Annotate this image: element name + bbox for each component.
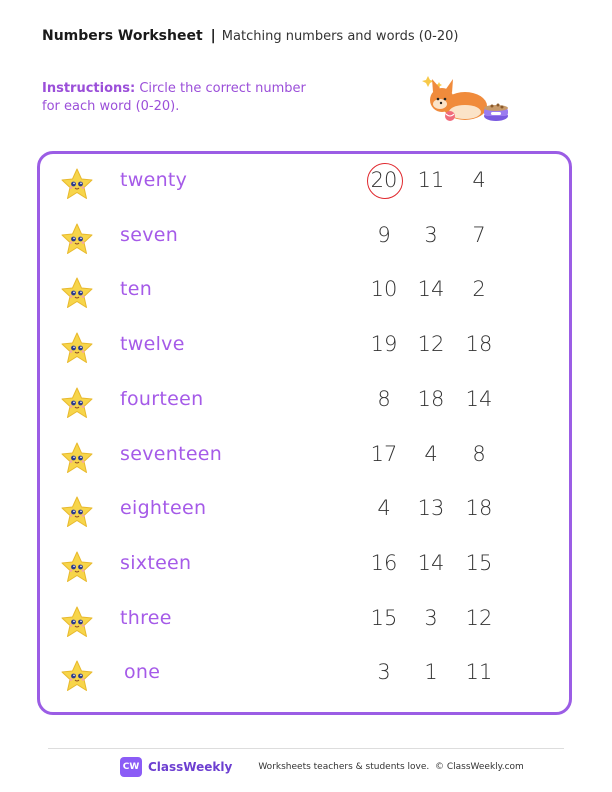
question-row <box>40 327 570 367</box>
question-row <box>40 218 570 258</box>
number-choice[interactable]: 4 <box>472 168 486 192</box>
smiling-star-icon <box>60 495 94 529</box>
number-word: one <box>124 661 161 684</box>
number-choice[interactable]: 18 <box>465 496 493 521</box>
number-word: fourteen <box>120 387 204 410</box>
copyright-text: © ClassWeekly.com <box>434 762 524 772</box>
question-row <box>40 655 570 695</box>
number-word: twenty <box>120 169 188 191</box>
number-choice[interactable]: 11 <box>465 660 493 685</box>
smiling-star-icon <box>60 550 94 584</box>
instructions-label: Instructions: <box>42 81 136 96</box>
number-choice[interactable]: 9 <box>377 222 391 247</box>
number-choice[interactable]: 3 <box>424 222 438 247</box>
brand-name: ClassWeekly <box>148 760 233 774</box>
classweekly-logo: CW <box>120 757 142 777</box>
question-row <box>40 382 570 422</box>
number-word: ten <box>120 278 153 301</box>
footer-divider <box>48 748 564 749</box>
number-choice[interactable]: 15 <box>465 550 493 575</box>
number-choice[interactable]: 12 <box>417 332 445 357</box>
number-choice[interactable]: 2 <box>472 277 486 302</box>
question-row <box>40 601 570 641</box>
footer-tagline <box>258 762 523 772</box>
number-choice[interactable]: 8 <box>377 386 391 411</box>
smiling-star-icon <box>60 659 94 693</box>
question-row <box>40 546 570 586</box>
instructions <box>42 80 322 116</box>
header-separator: | <box>210 28 216 44</box>
worksheet-header <box>42 28 458 44</box>
worksheet-subtitle: Matching numbers and words (0-20) <box>221 28 459 44</box>
worksheet-title: Numbers Worksheet <box>42 28 203 44</box>
number-choice[interactable]: 14 <box>417 550 445 575</box>
number-choice[interactable]: 19 <box>370 332 398 357</box>
number-word: three <box>120 606 172 629</box>
number-choice[interactable]: 18 <box>417 386 445 411</box>
number-word: sixteen <box>120 551 192 574</box>
question-row <box>40 163 570 203</box>
number-choice[interactable]: 1 <box>424 660 438 685</box>
number-choice[interactable]: 20 <box>370 168 398 192</box>
smiling-star-icon <box>60 331 94 365</box>
smiling-star-icon <box>60 276 94 310</box>
number-choice[interactable]: 14 <box>465 386 493 411</box>
number-word: seventeen <box>120 442 223 465</box>
corgi-dog-icon <box>420 74 512 126</box>
number-choice[interactable]: 4 <box>377 496 391 521</box>
question-row <box>40 272 570 312</box>
number-choice[interactable]: 16 <box>370 550 398 575</box>
number-word: twelve <box>120 333 185 356</box>
number-choice[interactable]: 11 <box>417 168 445 192</box>
smiling-star-icon <box>60 222 94 256</box>
number-choice[interactable]: 3 <box>377 660 391 685</box>
instructions-text: Circle the correct number for each word (0-20). <box>42 81 306 114</box>
number-choice[interactable]: 4 <box>424 441 438 466</box>
smiling-star-icon <box>60 441 94 475</box>
number-choice[interactable]: 12 <box>465 605 493 630</box>
smiling-star-icon <box>60 386 94 420</box>
footer <box>120 757 524 777</box>
number-choice[interactable]: 13 <box>417 496 445 521</box>
number-choice[interactable]: 17 <box>370 441 398 466</box>
number-choice[interactable]: 14 <box>417 277 445 302</box>
number-choice[interactable]: 18 <box>465 332 493 357</box>
number-choice[interactable]: 3 <box>424 605 438 630</box>
number-choice[interactable]: 7 <box>472 222 486 247</box>
smiling-star-icon <box>60 605 94 639</box>
smiling-star-icon <box>60 167 94 201</box>
number-word: eighteen <box>120 497 207 520</box>
question-row <box>40 491 570 531</box>
number-word: seven <box>120 223 179 246</box>
number-choice[interactable]: 8 <box>472 441 486 466</box>
number-choice[interactable]: 10 <box>370 277 398 302</box>
question-row <box>40 437 570 477</box>
tagline-text: Worksheets teachers & students love. <box>258 762 430 772</box>
number-choice[interactable]: 15 <box>370 605 398 630</box>
